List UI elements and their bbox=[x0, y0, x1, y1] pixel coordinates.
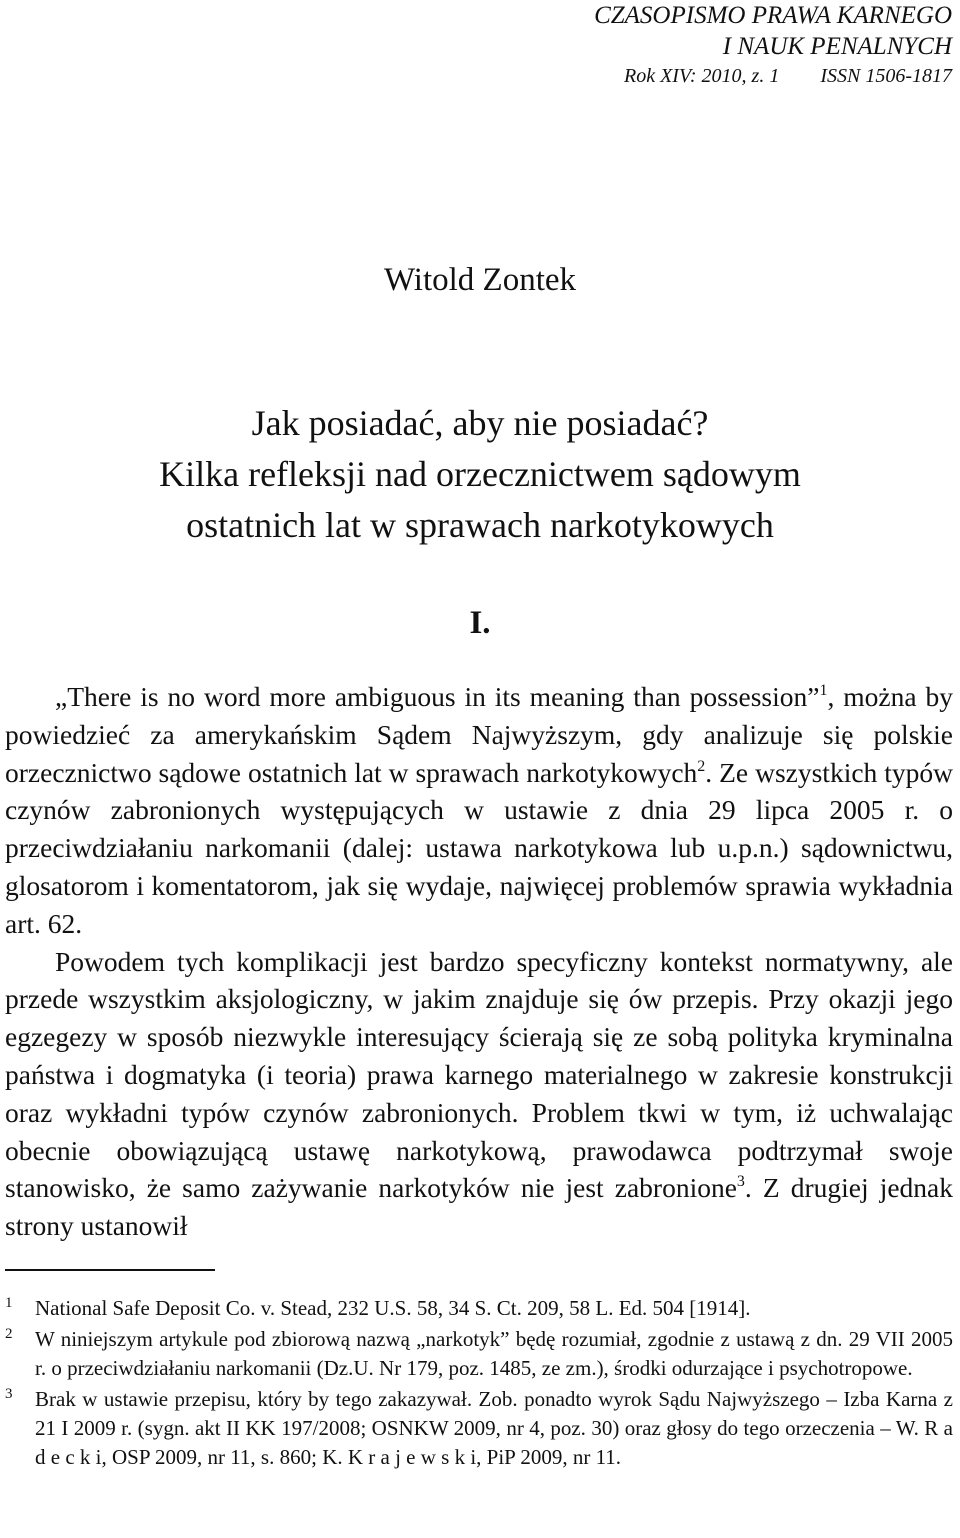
footnote-ref-3[interactable]: 3 bbox=[736, 1173, 745, 1191]
footnote-1 bbox=[5, 1294, 953, 1323]
paragraph-1-text-b: , można by powiedzieć za amerykańskim Sądem Najwyższym, gdy analizuje się polskie orzecznictwo sądowe ostatnich lat w sprawach narkotykowych bbox=[5, 681, 953, 788]
footnote-number: 3 bbox=[5, 1386, 13, 1402]
paragraph-1-text-c: . Ze wszystkich typów czynów zabronionych występujących w ustawie z dnia 29 lipca 2005 r. o przeciwdziałaniu narkomanii (dalej: ustawa narkotykowa lub u.p.n.) sądownictwu, glosatorom i komentatorom, jak się wydaje, najwięcej problemów sprawia wykładnia art. 62. bbox=[5, 756, 953, 939]
footnote-2 bbox=[5, 1325, 953, 1383]
footnote-number: 2 bbox=[5, 1326, 13, 1342]
footnote-text: W niniejszym artykule pod zbiorową nazwą „narkotyk” będę rozumiał, zgodnie z ustawą z dn. 29 VII 2005 r. o przeciwdziałaniu narkomanii (Dz.U. Nr 179, poz. 1485, ze zm.), środki odurzające i psychotropowe. bbox=[35, 1327, 953, 1380]
paragraph-1-text-a: „There is no word more ambiguous in its meaning than possession” bbox=[55, 681, 820, 712]
author-name: Witold Zontek bbox=[383, 262, 577, 298]
journal-issn: ISSN 1506-1817 bbox=[820, 65, 952, 87]
article-title bbox=[0, 398, 960, 551]
paragraph-2-text-b: . Z drugiej jednak strony ustanowił bbox=[5, 1172, 953, 1242]
journal-name-line2: I NAUK PENALNYCH bbox=[722, 33, 952, 60]
section-heading: I. bbox=[469, 605, 491, 641]
journal-name-line1: CZASOPISMO PRAWA KARNEGO bbox=[594, 2, 952, 29]
title-line1: Jak posiadać, aby nie posiadać? bbox=[251, 403, 709, 443]
footnote-text: National Safe Deposit Co. v. Stead, 232 U.S. 58, 34 S. Ct. 209, 58 L. Ed. 504 [1914]. bbox=[35, 1296, 751, 1320]
footnote-ref-1[interactable]: 1 bbox=[819, 682, 828, 699]
article-body bbox=[5, 678, 953, 1245]
journal-header bbox=[560, 0, 952, 90]
title-line2: Kilka refleksji nad orzecznictwem sądowym bbox=[159, 454, 801, 494]
footnote-separator bbox=[5, 1269, 215, 1271]
journal-year: Rok XIV: 2010, z. 1 bbox=[623, 65, 780, 87]
footnote-3 bbox=[5, 1385, 953, 1472]
paragraph-2-text-a: Powodem tych komplikacji jest bardzo specyficzny kontekst normatywny, ale przede wszystkim aksjologiczny, w jakim znajduje się ów przepis. Przy okazji jego egzegezy w sposób niezwykle interesujący ścierają się ze sobą polityka kryminalna państwa i dogmatyka (i teoria) prawa karnego materialnego w zakresie konstrukcji oraz wykładni typów czynów zabronionych. Problem tkwi w tym, iż uchwalając obecnie obowiązującą ustawę narkotykową, prawodawca podtrzymał swoje stanowisko, że samo zażywanie narkotyków nie jest zabronione bbox=[5, 945, 953, 1204]
footnote-ref-2[interactable]: 2 bbox=[697, 757, 706, 775]
paragraph-2 bbox=[5, 943, 953, 1245]
journal-meta bbox=[560, 62, 952, 90]
footnotes bbox=[5, 1294, 953, 1474]
footnote-number: 1 bbox=[5, 1295, 13, 1311]
paragraph-1 bbox=[5, 678, 953, 943]
title-line3: ostatnich lat w sprawach narkotykowych bbox=[186, 505, 774, 545]
footnote-text: Brak w ustawie przepisu, który by tego zakazywał. Zob. ponadto wyrok Sądu Najwyższego – Izba Karna z 21 I 2009 r. (sygn. akt II KK 197/2008; OSNKW 2009, nr 4, poz. 30) oraz głosy do tego orzeczenia – W. R a d e c k i, OSP 2009, nr 11, s. 860; K. K r a j e w s k i, PiP 2009, nr 11. bbox=[35, 1387, 953, 1469]
